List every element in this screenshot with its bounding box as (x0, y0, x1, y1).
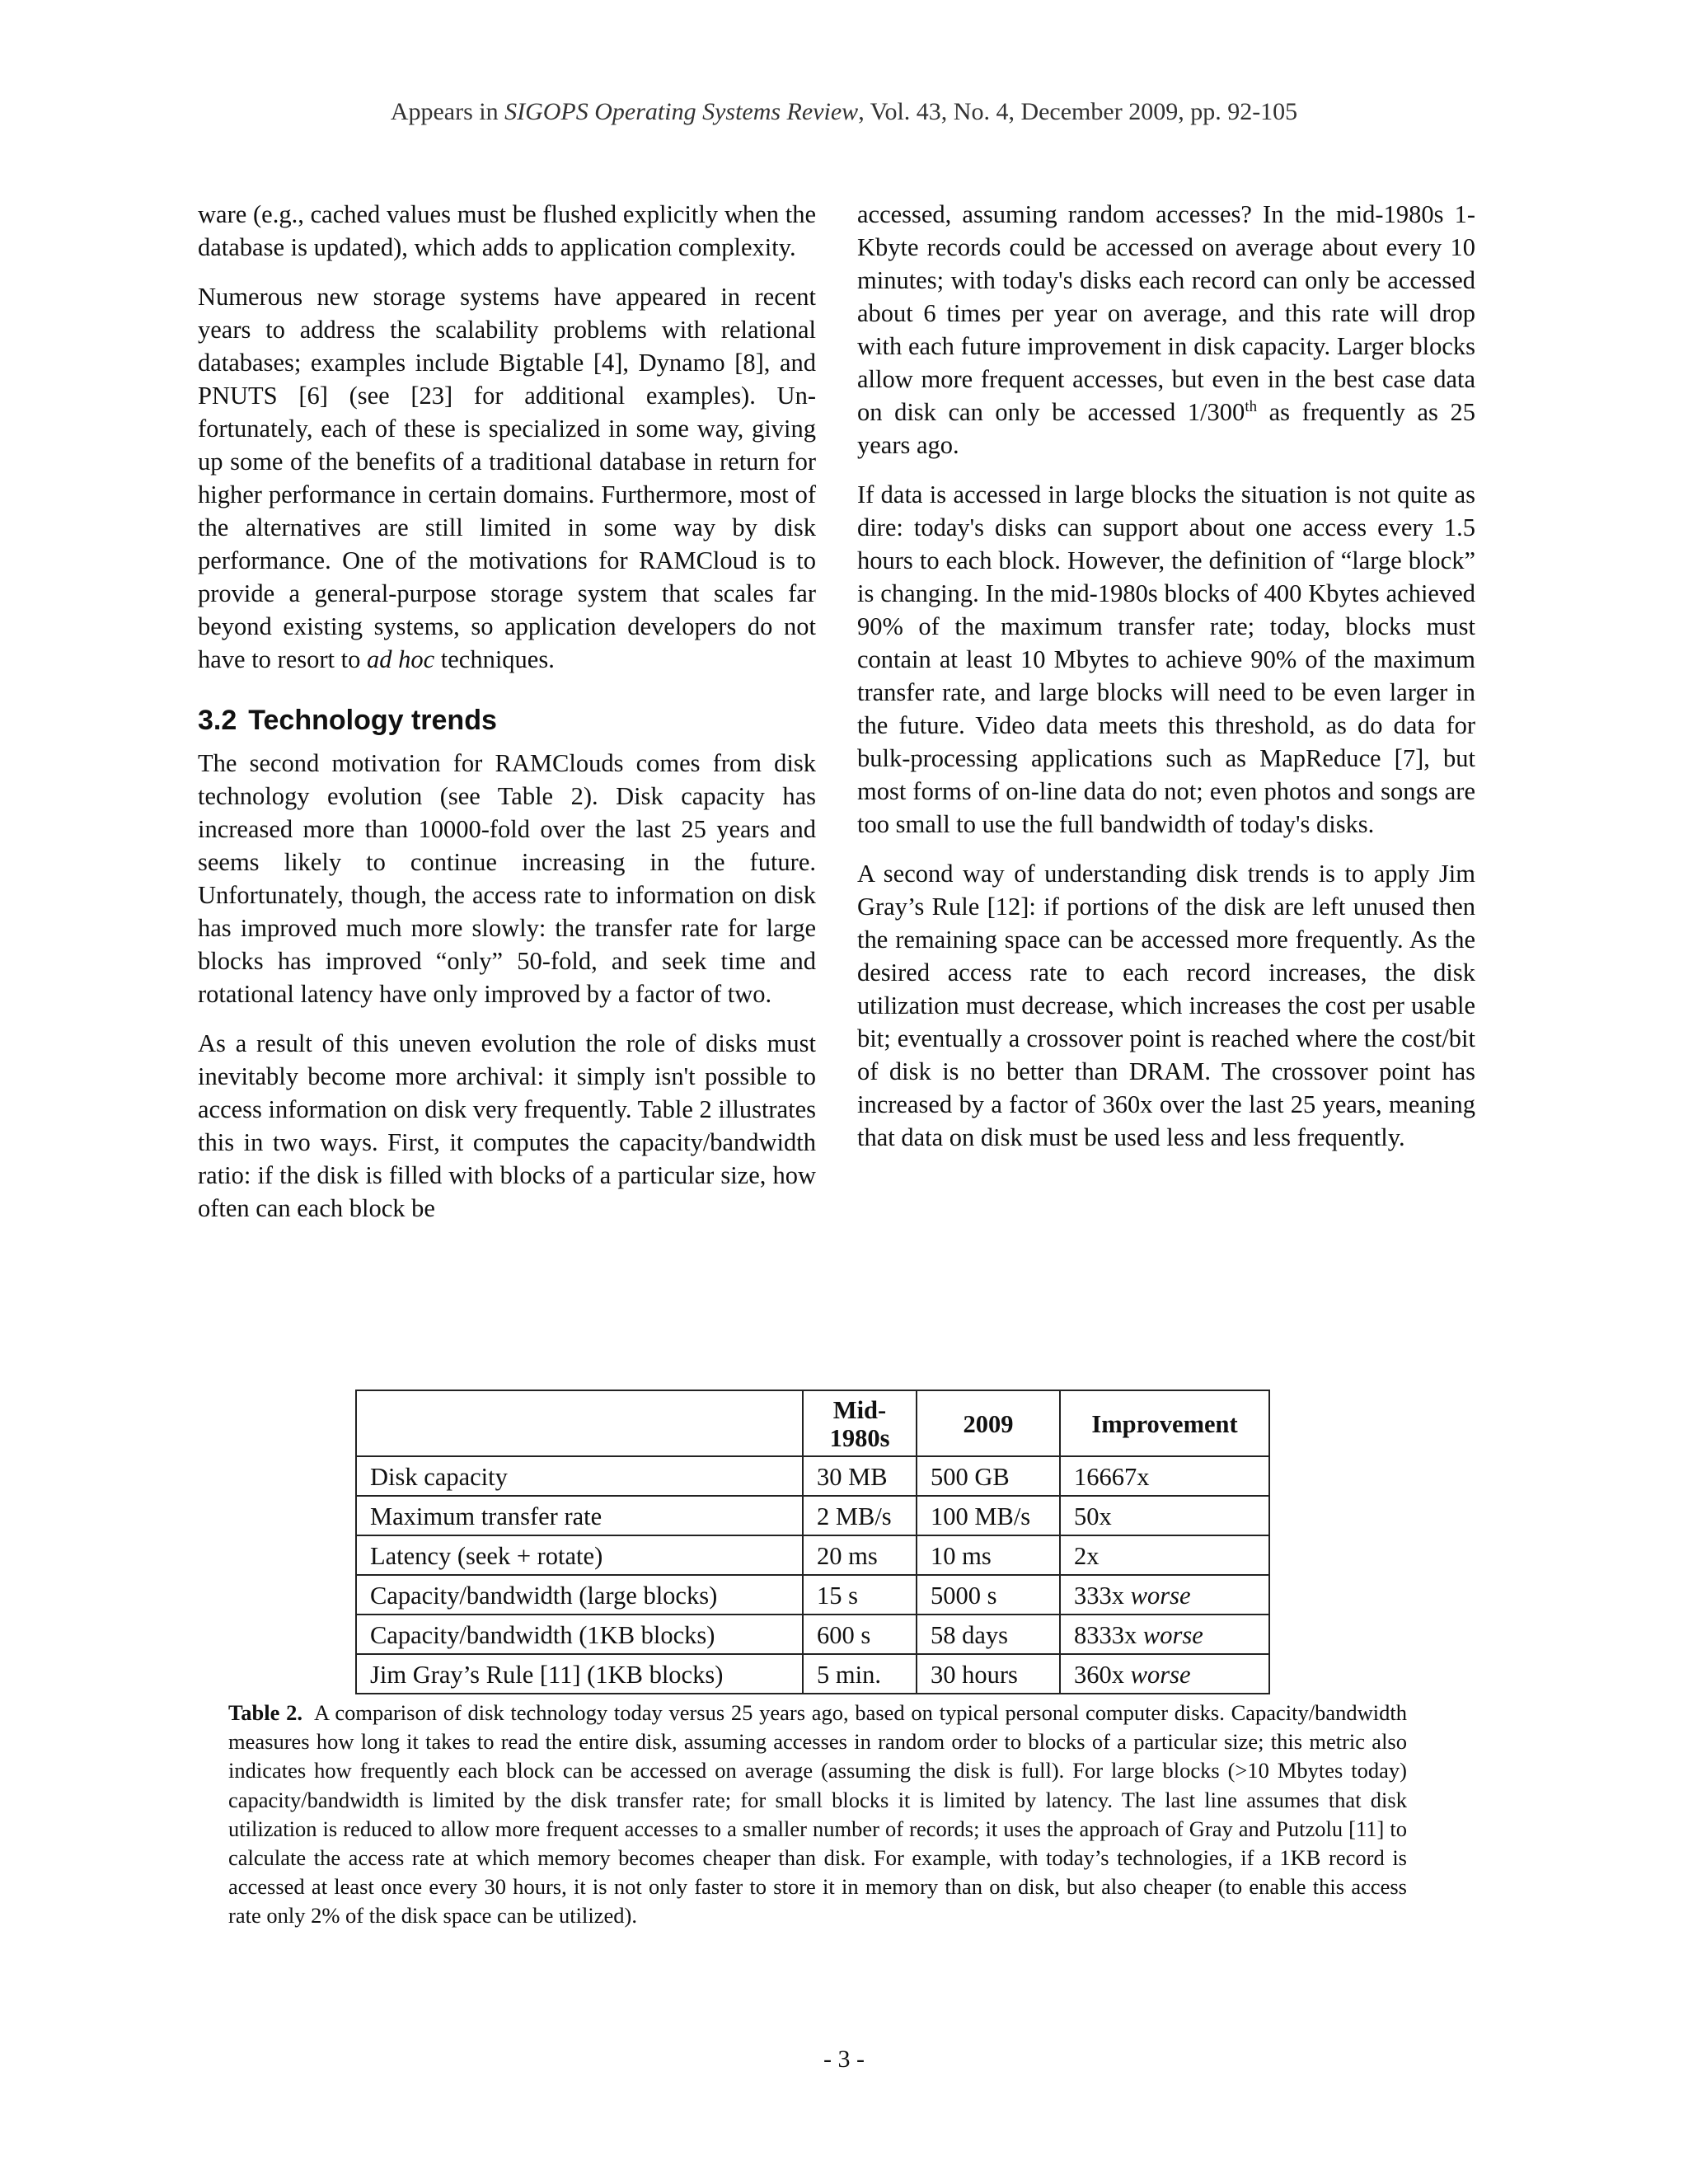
paragraph: As a result of this uneven evolution the role of disks must inevitably become more archival: it simply isn't possible to access information on disk very frequently. Table 2 illustrates this in two ways. First, it computes the capacity/bandwidth ratio: if the disk is filled with blocks of a particular size, how often can each block be (198, 1029, 816, 1222)
left-column (198, 198, 816, 1241)
caption-label: Table 2. (228, 1700, 302, 1725)
cell-mid-1980s: 15 s (803, 1575, 917, 1615)
cell-mid-1980s: 5 min. (803, 1654, 917, 1694)
paragraph: ware (e.g., cached values must be flushed explicitly when the database is updated), which adds to application complexity. (198, 200, 816, 261)
caption-text: A comparison of disk technology today versus 25 years ago, based on typical personal computer disks. Capacity/bandwidth measures how long it takes to read the entire disk, assuming accesses in random order to blocks of a particular size; this metric also indicates how frequently each block can be accessed on average (assuming the disk is full). For large blocks (>10 Mbytes today) capacity/bandwidth is limited by the disk transfer rate; for small blocks it is limited by latency. The last line assumes that disk utilization is reduced to allow more frequent accesses to a smaller number of records; it uses the approach of Gray and Putzolu [11] to calculate the access rate at which memory becomes cheaper than disk. For example, with today’s technologies, if a 1KB record is accessed at least once every 30 hours, it is not only faster to store it in memory than on disk, but also cheaper (to enable this access rate only 2% of the disk space can be utilized). (228, 1700, 1407, 1929)
superscript: th (1245, 397, 1258, 415)
row-label: Jim Gray’s Rule [11] (1KB blocks) (356, 1654, 803, 1694)
cell-2009: 100 MB/s (917, 1496, 1060, 1535)
table-row (356, 1456, 1269, 1496)
running-header (0, 97, 1688, 127)
paragraph-text-end: as frequently as 25 years ago. (857, 398, 1475, 459)
paragraph: If data is accessed in large blocks the situation is not quite as dire: today's disks can support about one access every 1.5 hours to each block. However, the definition of “large block” is changing. In the mid-1980s blocks of 400 Kbytes achieved 90% of the maximum transfer rate; today, blocks must contain at least 10 Mbytes to achieve 90% of the maximum transfer rate, and large blocks will need to be even larger in the future. Video data meets this threshold, as do data for bulk-processing applications such as MapReduce [7], but most forms of on-line data do not; even photos and songs are too small to use the full bandwidth of today's disks. (857, 480, 1475, 838)
cell-improvement (1060, 1496, 1269, 1535)
header-venue: SIGOPS Operating Systems Review (504, 98, 859, 125)
section-heading (198, 704, 816, 737)
cell-2009: 5000 s (917, 1575, 1060, 1615)
header-blank (356, 1390, 803, 1456)
paragraph: The second motivation for RAMClouds comes from disk technology evolution (see Table 2). Disk capacity has increased more than 10000-fold over the last 25 years and seems likely to continue increasing in the future. Unfortunately, though, the access rate to information on disk has improved much more slowly: the transfer rate for large blocks has improved “only” 50-fold, and seek time and rotational latency have only improved by a factor of two. (198, 749, 816, 1008)
cell-2009: 30 hours (917, 1654, 1060, 1694)
cell-improvement (1060, 1654, 1269, 1694)
improvement-qualifier: worse (1130, 1661, 1191, 1689)
header-improvement: Improvement (1060, 1390, 1269, 1456)
paragraph-text: Numerous new storage systems have appeared in recent years to address the scalability problems with relational databases; examples include Bigtable [4], Dynamo [8], and PNUTS [6] (see [23] for additional examples). Unfortunately, each of these is specialized in some way, giving up some of the benefits of a traditional database in return for higher performance in certain domains. Furthermore, most of the alternatives are still limited in some way by disk performance. One of the motivations for RAMCloud is to provide a general-purpose storage system that scales far beyond existing systems, so application developers do not have to resort to (198, 283, 816, 673)
table-row (356, 1535, 1269, 1575)
improvement-value: 360x (1074, 1661, 1124, 1689)
table-caption (228, 1699, 1407, 1931)
header-mid-line1: Mid- (832, 1396, 887, 1424)
row-label: Disk capacity (356, 1456, 803, 1496)
page-number: - 3 - (823, 2046, 865, 2073)
improvement-value: 8333x (1074, 1621, 1137, 1649)
cell-improvement (1060, 1575, 1269, 1615)
comparison-table (355, 1390, 1270, 1694)
cell-mid-1980s: 600 s (803, 1615, 917, 1654)
cell-improvement (1060, 1615, 1269, 1654)
row-label: Capacity/bandwidth (1KB blocks) (356, 1615, 803, 1654)
paragraph (198, 280, 816, 676)
italic-phrase: ad hoc (366, 645, 435, 673)
header-mid-line2: 1980s (829, 1424, 890, 1452)
right-column (857, 198, 1475, 1170)
paragraph (857, 198, 1475, 462)
header-details: , Vol. 43, No. 4, December 2009, pp. 92-105 (858, 98, 1298, 125)
header-mid-1980s (803, 1390, 917, 1456)
cell-2009: 58 days (917, 1615, 1060, 1654)
row-label: Capacity/bandwidth (large blocks) (356, 1575, 803, 1615)
paragraph-text-end: techniques. (440, 645, 555, 673)
table-header-row (356, 1390, 1269, 1456)
cell-2009: 500 GB (917, 1456, 1060, 1496)
cell-mid-1980s: 30 MB (803, 1456, 917, 1496)
section-number: 3.2 (198, 705, 237, 736)
header-2009: 2009 (917, 1390, 1060, 1456)
row-label: Maximum transfer rate (356, 1496, 803, 1535)
paragraph: A second way of understanding disk trends is to apply Jim Gray’s Rule [12]: if portions of the disk are left unused then the remaining space can be accessed more frequently. As the desired access rate to each record increases, the disk utilization must decrease, which increases the cost per usable bit; eventually a crossover point is reached where the cost/bit of disk is no better than DRAM. The crossover point has increased by a factor of 360x over the last 25 years, meaning that data on disk must be used less and less frequently. (857, 860, 1475, 1151)
improvement-value: 16667x (1074, 1463, 1150, 1491)
improvement-value: 333x (1074, 1582, 1124, 1610)
improvement-qualifier: worse (1142, 1621, 1203, 1649)
improvement-qualifier: worse (1130, 1582, 1191, 1610)
cell-mid-1980s: 20 ms (803, 1535, 917, 1575)
table-row (356, 1615, 1269, 1654)
header-prefix: Appears in (390, 98, 505, 125)
cell-mid-1980s: 2 MB/s (803, 1496, 917, 1535)
paragraph-text: accessed, assuming random accesses? In the mid-1980s 1-Kbyte records could be accessed on average about every 10 minutes; with today's disks each record can only be accessed about 6 times per year on average, and this rate will drop with each future improvement in disk capacity. Larger blocks allow more frequent accesses, but even in the best case data on disk can only be accessed 1/300 (857, 200, 1475, 426)
section-title: Technology trends (248, 705, 497, 736)
table-row (356, 1496, 1269, 1535)
row-label: Latency (seek + rotate) (356, 1535, 803, 1575)
table-row (356, 1654, 1269, 1694)
cell-improvement (1060, 1535, 1269, 1575)
improvement-value: 2x (1074, 1542, 1100, 1570)
table-row (356, 1575, 1269, 1615)
cell-2009: 10 ms (917, 1535, 1060, 1575)
improvement-value: 50x (1074, 1502, 1112, 1530)
cell-improvement (1060, 1456, 1269, 1496)
comparison-table-wrapper (355, 1390, 1270, 1694)
